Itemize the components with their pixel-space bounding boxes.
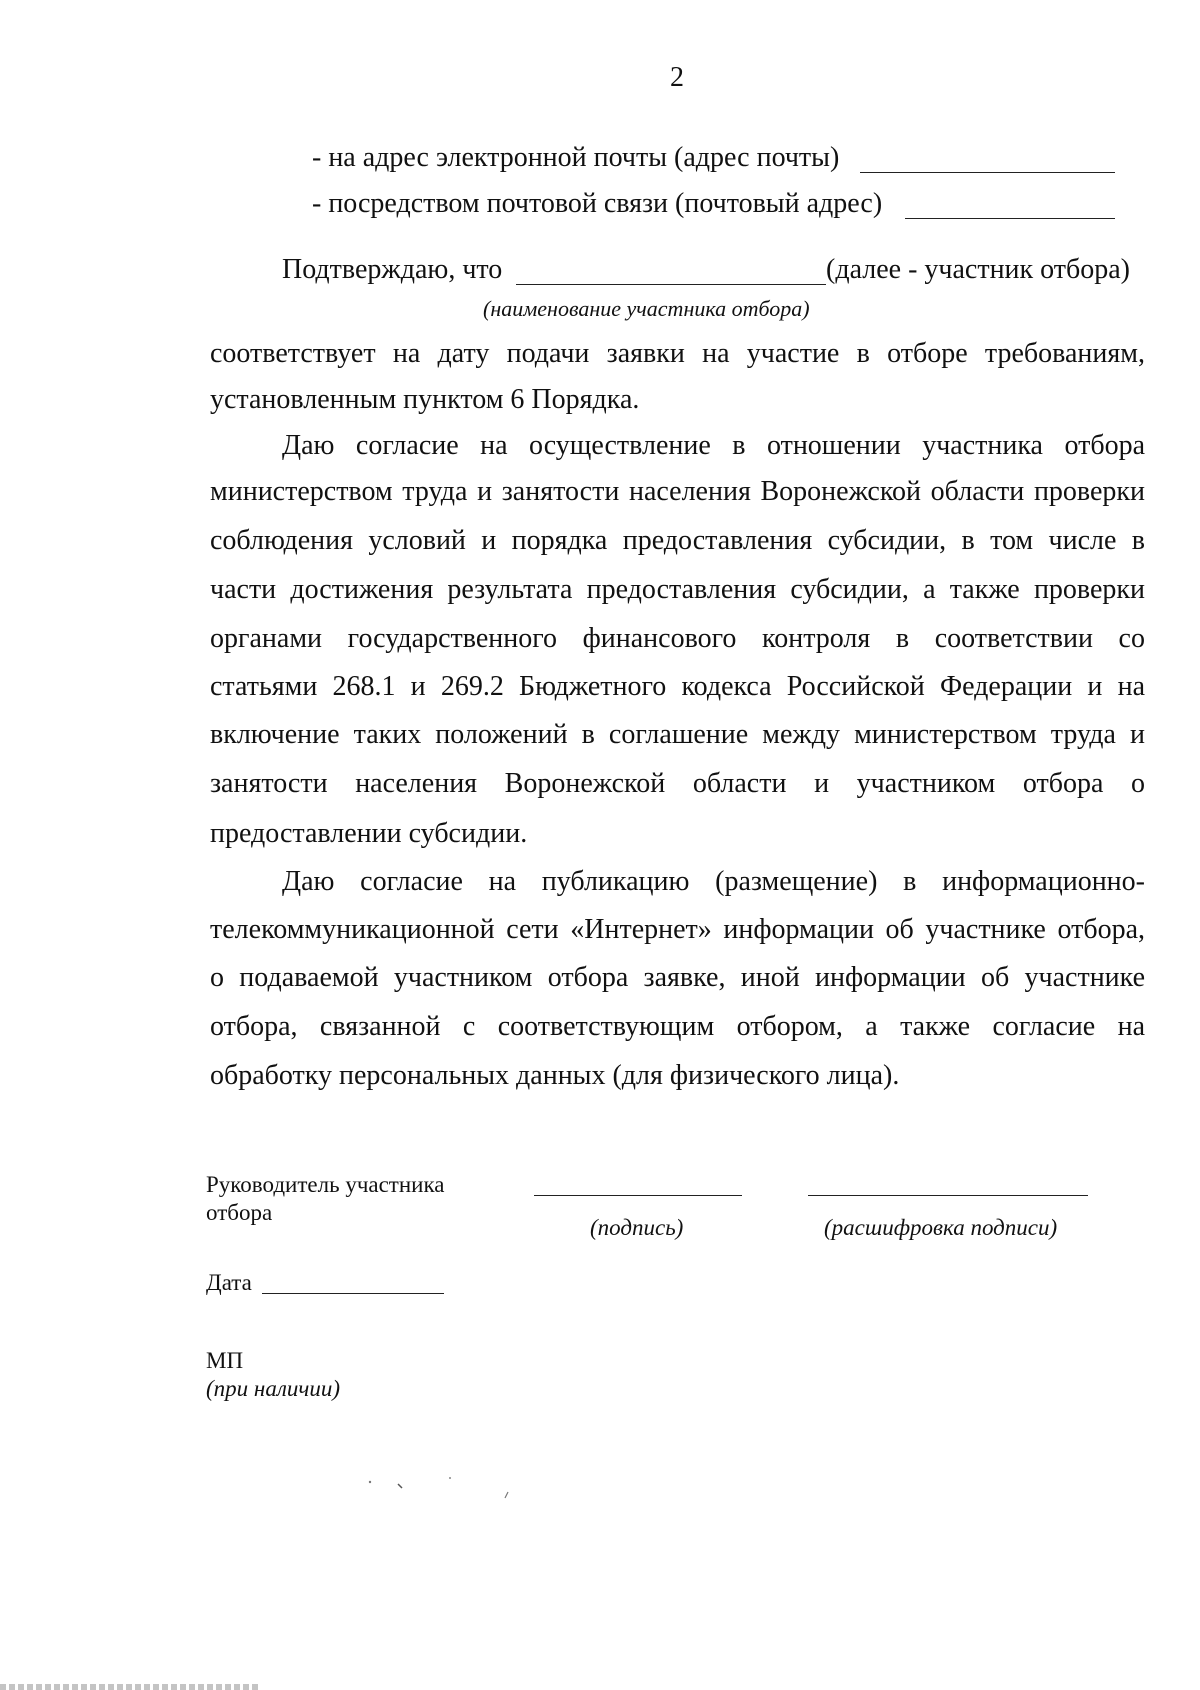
signature-decode-caption: (расшифровка подписи): [824, 1215, 1058, 1240]
signature-caption: (подпись): [590, 1215, 684, 1240]
consent1-line-8: занятости населения Воронежской области и участником отбора о: [210, 768, 1145, 799]
scan-artifacts: [360, 1470, 520, 1500]
consent1-line-1: Даю согласие на осуществление в отношении участника отбора: [282, 430, 1145, 461]
participant-name-blank: [516, 284, 826, 285]
consent1-line-9: предоставлении субсидии.: [210, 818, 528, 849]
consent1-line-4: части достижения результата предоставления субсидии, а также проверки: [210, 574, 1145, 605]
signature-blank: [534, 1195, 742, 1196]
consent1-line-6: статьями 268.1 и 269.2 Бюджетного кодекса Российской Федерации и на: [210, 671, 1145, 702]
consent1-line-7: включение таких положений в соглашение между министерством труда и: [210, 719, 1145, 750]
consent1-line-5: органами государственного финансового контроля в соответствии со: [210, 623, 1145, 654]
confirm-prefix: Подтверждаю, что: [282, 254, 503, 285]
post-line-label: - посредством почтовой связи (почтовый адрес): [312, 188, 883, 219]
head-title-line-2: отбора: [206, 1200, 273, 1225]
confirm-text-line-2: установленным пунктом 6 Порядка.: [210, 384, 640, 415]
scan-edge-artifact: [0, 1684, 260, 1690]
participant-name-caption: (наименование участника отбора): [483, 296, 810, 321]
consent2-line-5: обработку персональных данных (для физического лица).: [210, 1060, 900, 1091]
consent2-line-3: о подаваемой участником отбора заявке, иной информации об участнике: [210, 962, 1145, 993]
stamp-label: МП: [206, 1348, 244, 1373]
page-number: 2: [670, 62, 684, 93]
confirm-suffix: (далее - участник отбора): [826, 254, 1131, 285]
email-blank: [860, 172, 1115, 173]
stamp-note: (при наличии): [206, 1376, 340, 1401]
consent2-line-1: Даю согласие на публикацию (размещение) в информационно-: [282, 866, 1145, 897]
signature-decode-blank: [808, 1195, 1088, 1196]
consent2-line-2: телекоммуникационной сети «Интернет» информации об участнике отбора,: [210, 914, 1145, 945]
email-line-label: - на адрес электронной почты (адрес почты): [312, 142, 840, 173]
consent1-line-3: соблюдения условий и порядка предоставления субсидии, в том числе в: [210, 525, 1145, 556]
confirm-text-line-1: соответствует на дату подачи заявки на участие в отборе требованиям,: [210, 338, 1145, 369]
date-blank: [262, 1293, 444, 1294]
head-title-line-1: Руководитель участника: [206, 1172, 445, 1197]
date-label: Дата: [206, 1270, 252, 1295]
consent2-line-4: отбора, связанной с соответствующим отбором, а также согласие на: [210, 1011, 1145, 1042]
post-blank: [905, 218, 1115, 219]
consent1-line-2: министерством труда и занятости населения Воронежской области проверки: [210, 476, 1145, 507]
